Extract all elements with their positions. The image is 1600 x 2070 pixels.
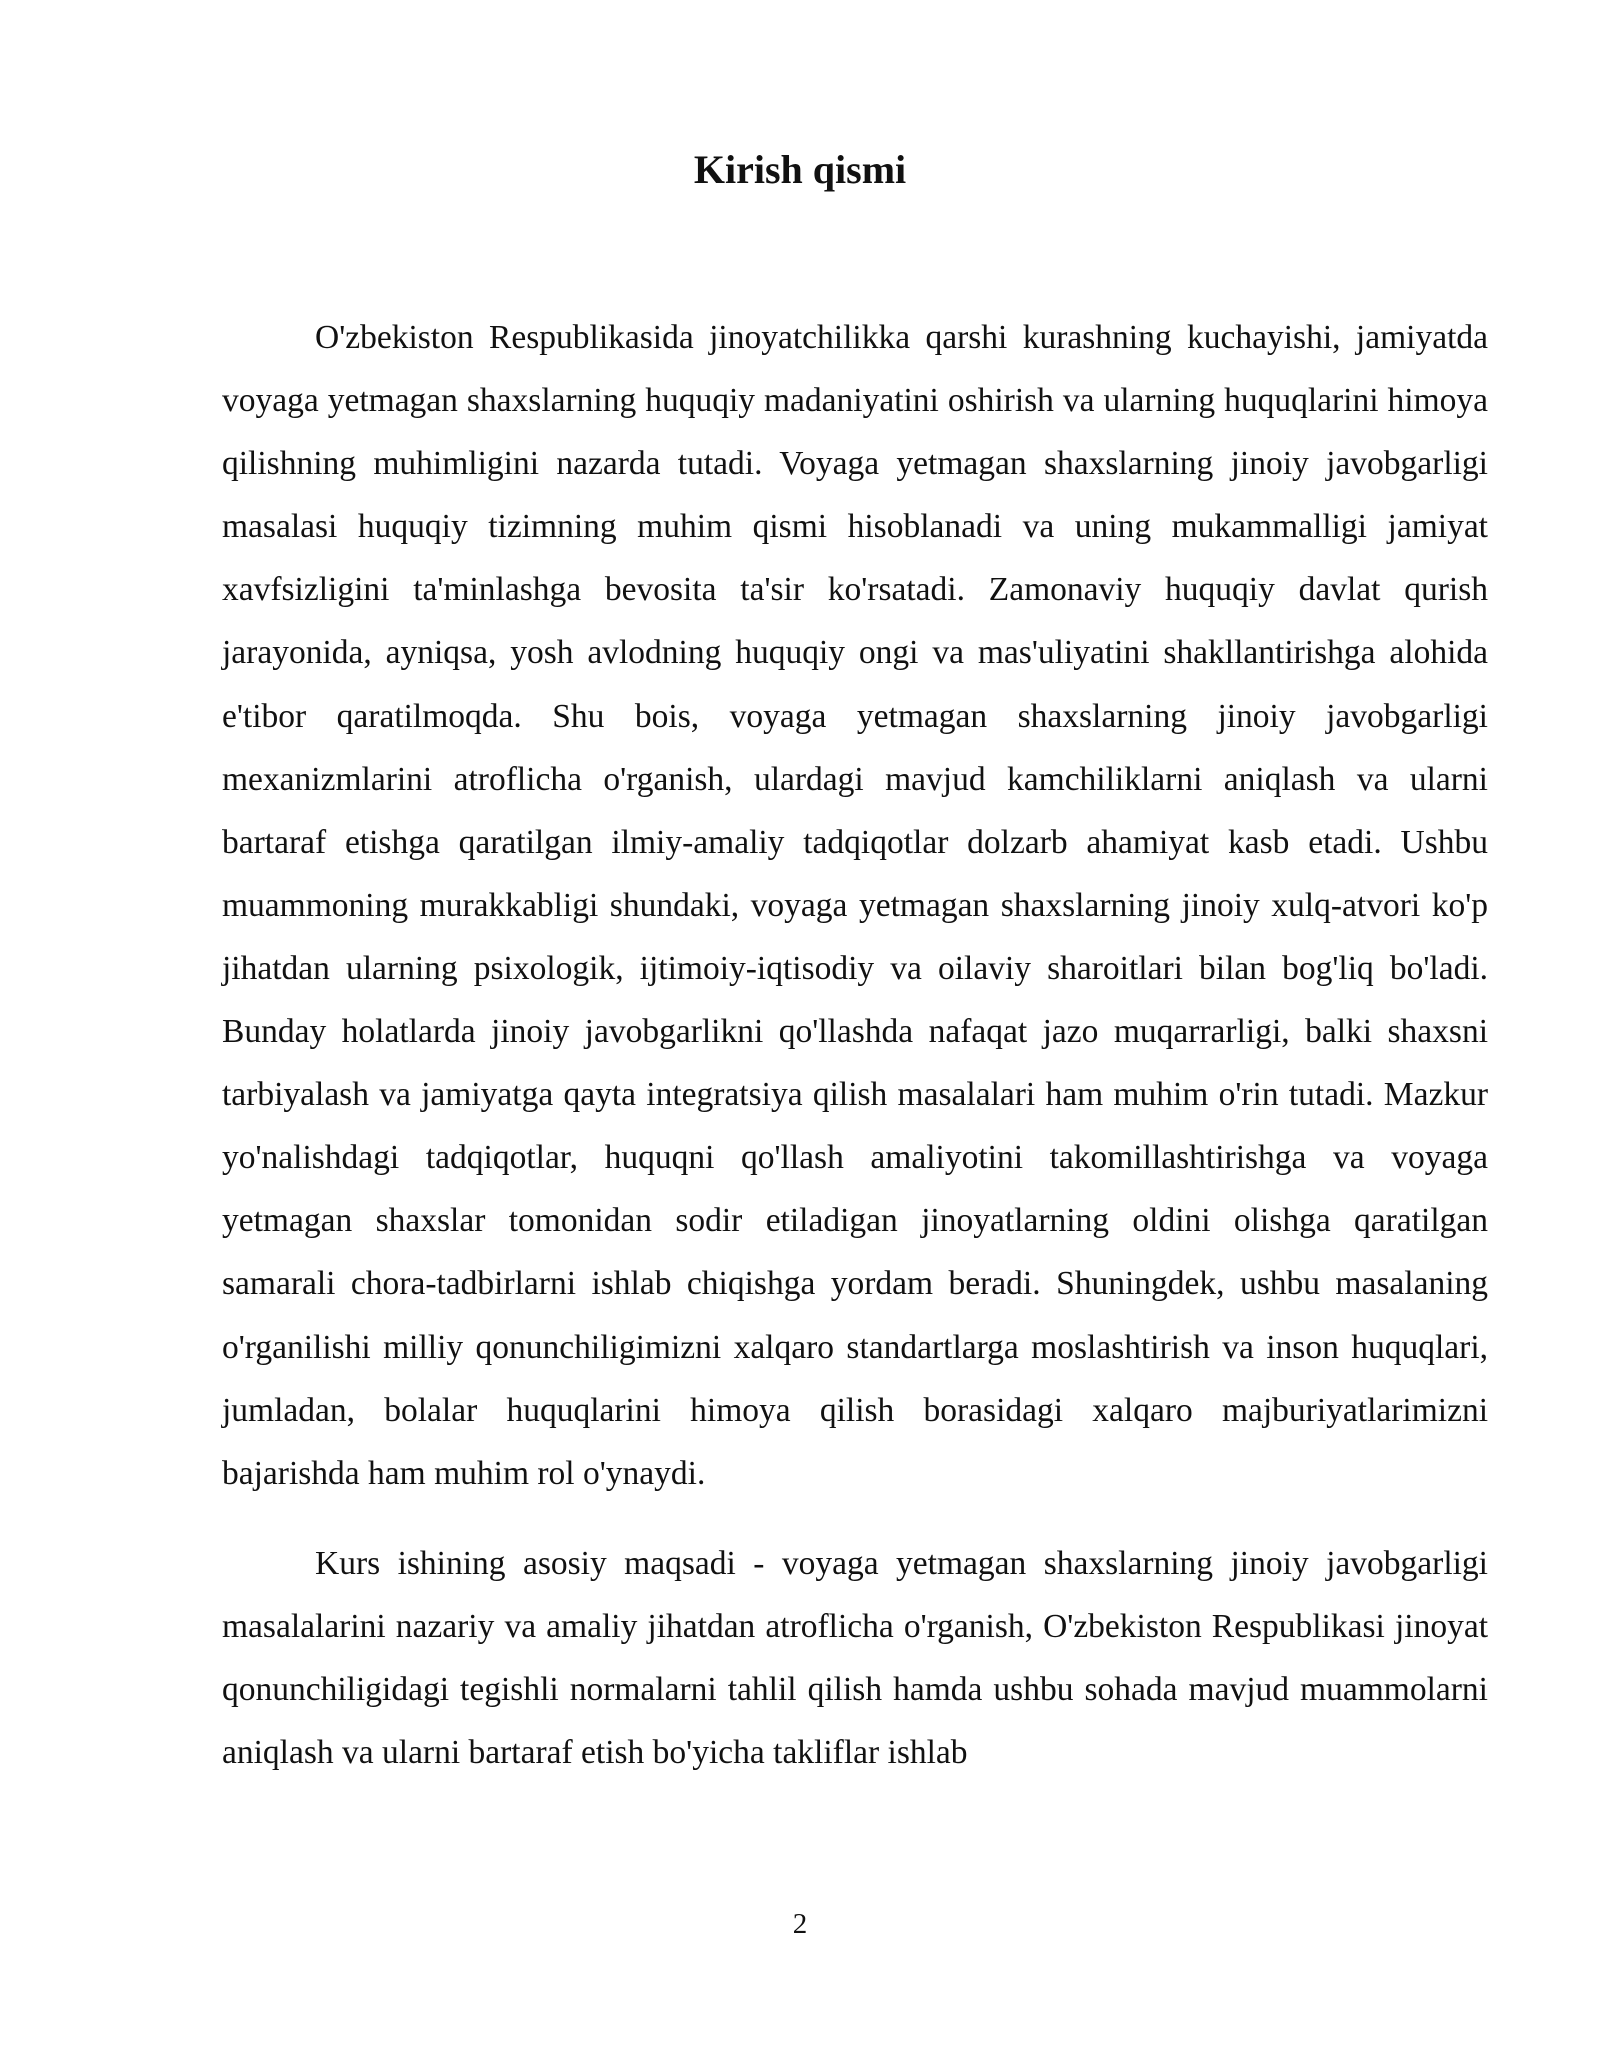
paragraph-2: Kurs ishining asosiy maqsadi - voyaga yetmagan shaxslarning jinoiy javobgarligi masalalarini nazariy va amaliy jihatdan atroflicha o'rganish, O'zbekiston Respublikasi jinoyat qonunchiligidagi tegishli normalarni tahlil qilish hamda ushbu sohada mavjud muammolarni aniqlash va ularni bartaraf etish bo'yicha takliflar ishlab [222,1544,1488,1772]
page-number: 2 [792,1908,808,1940]
body-text [222,306,1488,1784]
page-title: Kirish qismi [693,147,907,192]
paragraph-1: O'zbekiston Respublikasida jinoyatchilikka qarshi kurashning kuchayishi, jamiyatda voyaga yetmagan shaxslarning huquqiy madaniyatini oshirish va ularning huquqlarini himoya qilishning muhimligini nazarda tutadi. Voyaga yetmagan shaxslarning jinoiy javobgarligi masalasi huquqiy tizimning muhim qismi hisoblanadi va uning mukammalligi jamiyat xavfsizligini ta'minlashga bevosita ta'sir ko'rsatadi. Zamonaviy huquqiy davlat qurish jarayonida, ayniqsa, yosh avlodning huquqiy ongi va mas'uliyatini shakllantirishga alohida e'tibor qaratilmoqda. Shu bois, voyaga yetmagan shaxslarning jinoiy javobgarligi mexanizmlarini atroflicha o'rganish, ulardagi mavjud kamchiliklarni aniqlash va ularni bartaraf etishga qaratilgan ilmiy-amaliy tadqiqotlar dolzarb ahamiyat kasb etadi. Ushbu muammoning murakkabligi shundaki, voyaga yetmagan shaxslarning jinoiy xulq-atvori ko'p jihatdan ularning psixologik, ijtimoiy-iqtisodiy va oilaviy sharoitlari bilan bog'liq bo'ladi. Bunday holatlarda jinoiy javobgarlikni qo'llashda nafaqat jazo muqarrarligi, balki shaxsni tarbiyalash va jamiyatga qayta integratsiya qilish masalalari ham muhim o'rin tutadi. Mazkur yo'nalishdagi tadqiqotlar, huquqni qo'llash amaliyotini takomillashtirishga va voyaga yetmagan shaxslar tomonidan sodir etiladigan jinoyatlarning oldini olishga qaratilgan samarali chora-tadbirlarni ishlab chiqishga yordam beradi. Shuningdek, ushbu masalaning o'rganilishi milliy qonunchiligimizni xalqaro standartlarga moslashtirish va inson huquqlari, jumladan, bolalar huquqlarini himoya qilish borasidagi xalqaro majburiyatlarimizni bajarishda ham muhim rol o'ynaydi. [222,319,1488,1492]
